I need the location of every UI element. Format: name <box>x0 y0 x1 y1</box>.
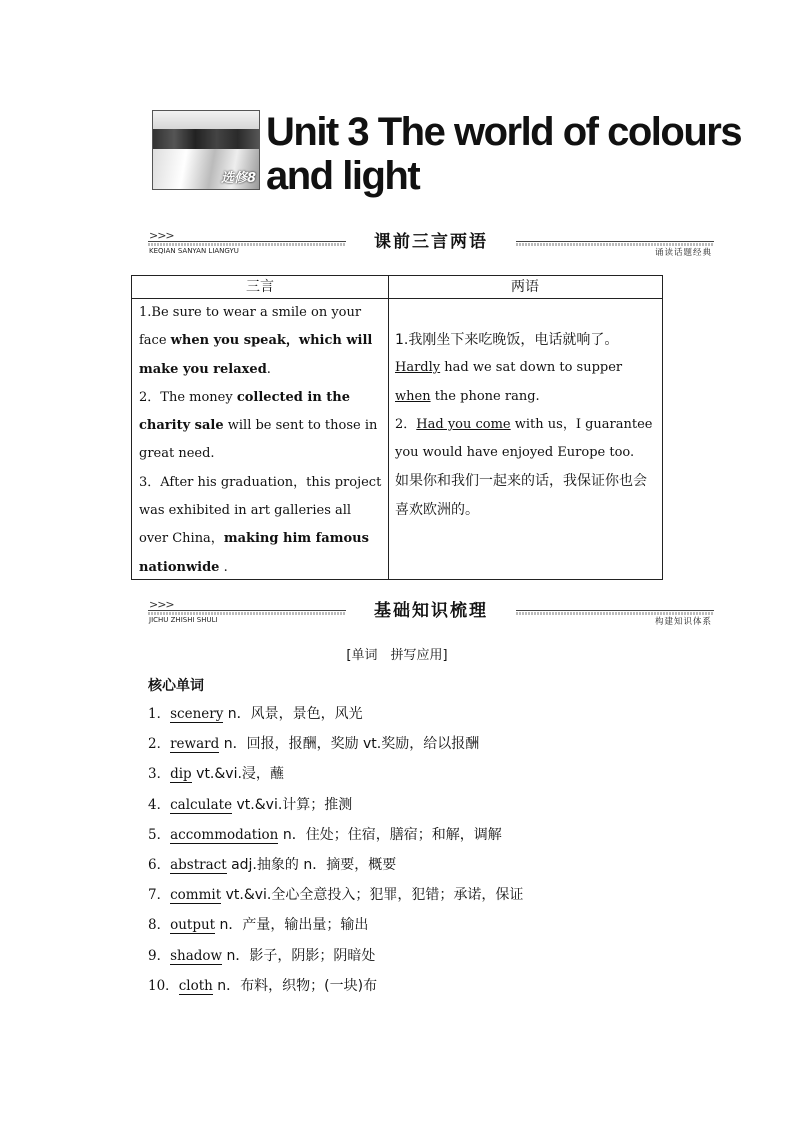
highlight: when you speak，which will make you relaxed <box>139 333 373 377</box>
answer-blank: scenery <box>170 706 224 722</box>
vocab-item: 7．commit vt.&vi.全心全意投入；犯罪，犯错；承诺，保证 <box>148 887 524 904</box>
highlight: collected in the charity sale <box>139 389 351 434</box>
vocab-item: 9．shadow n．影子，阴影；阴暗处 <box>148 947 376 964</box>
core-words-label: 核心单词 <box>148 678 204 694</box>
section-title: 基础知识梳理 <box>374 601 488 621</box>
translation-cn-1: 1.我刚坐下来吃晚饭，电话就响了。 <box>395 332 619 348</box>
unit-cover-image <box>152 110 260 190</box>
vocab-item: 1．scenery n．风景，景色，风光 <box>148 706 363 722</box>
translation-cn-2: 如果你和我们一起来的话，我保证你也会喜欢欧洲的。 <box>395 473 647 518</box>
divider <box>516 241 714 242</box>
answer-blank: output <box>170 917 216 934</box>
answer-blank: cloth <box>178 977 213 994</box>
answer-blank: abstract <box>170 856 227 873</box>
underlined-word: when <box>395 388 431 404</box>
vocab-item: 8．output n．产量，输出量；输出 <box>148 917 369 934</box>
table-header-left: 三言 <box>132 276 388 299</box>
answer-blank: reward <box>170 736 220 753</box>
sentence-1: 1.Be sure to wear a smile on your face when you speak，which will make you relaxed. <box>139 305 373 377</box>
vocab-item: 5．accommodation n．住处；住宿，膳宿；和解，调解 <box>148 826 502 843</box>
section-pinyin: JICHU ZHISHI SHULI <box>149 616 218 624</box>
table-header-right: 两语 <box>388 276 662 299</box>
image-trees <box>153 129 259 151</box>
divider <box>148 610 346 611</box>
vocab-item: 4．calculate vt.&vi.计算；推测 <box>148 796 353 813</box>
table-left-column <box>139 299 383 582</box>
vocab-item: 3．dip vt.&vi.浸，蘸 <box>148 766 284 783</box>
image-tag: 选修8 <box>220 171 256 186</box>
answer-blank: dip <box>170 766 192 783</box>
vocab-item: 10．cloth n．布料，织物；(一块)布 <box>148 977 378 994</box>
underlined-phrase: Had you come <box>416 416 511 432</box>
table-right-column <box>395 326 657 524</box>
chevron-icon: >>> <box>149 598 174 611</box>
translation-en-1: Hardly had we sat down to supper when the phone rang. <box>395 360 623 404</box>
sentence-3: 3．After his graduation，this project was exhibited in art galleries all over China，making him famous nationwide . <box>139 474 382 575</box>
section-banner-1 <box>148 227 714 257</box>
section-title: 课前三言两语 <box>374 232 488 252</box>
section-banner-2 <box>148 596 714 626</box>
answer-blank: accommodation <box>170 826 279 843</box>
quote-table <box>131 275 663 580</box>
vocab-item: 2．reward n．回报，报酬，奖励 vt.奖励，给以报酬 <box>148 736 480 753</box>
vocab-subheading: [单词 拼写应用] <box>346 648 448 663</box>
divider <box>148 241 346 242</box>
answer-blank: shadow <box>170 947 223 964</box>
vocab-item: 6．abstract adj.抽象的 n．摘要，概要 <box>148 856 397 873</box>
highlight: making him famous nationwide <box>139 531 369 575</box>
chevron-icon: >>> <box>149 229 174 242</box>
sentence-2: 2．The money collected in the charity sale will be sent to those in great need. <box>139 389 378 462</box>
divider <box>148 243 346 246</box>
divider <box>148 612 346 615</box>
section-tag: 构建知识体系 <box>654 617 712 627</box>
translation-en-2: 2．Had you come with us，I guarantee you would have enjoyed Europe too. <box>395 416 653 461</box>
table-divider <box>388 276 389 579</box>
answer-blank: calculate <box>170 796 233 813</box>
answer-blank: commit <box>170 887 222 904</box>
underlined-word: Hardly <box>395 360 441 376</box>
divider <box>516 610 714 611</box>
section-tag: 诵读话题经典 <box>654 248 712 258</box>
section-pinyin: KEQIAN SANYAN LIANGYU <box>149 247 239 255</box>
vocab-list <box>148 701 523 1003</box>
unit-title: Unit 3 The world of colours and light <box>266 110 742 198</box>
